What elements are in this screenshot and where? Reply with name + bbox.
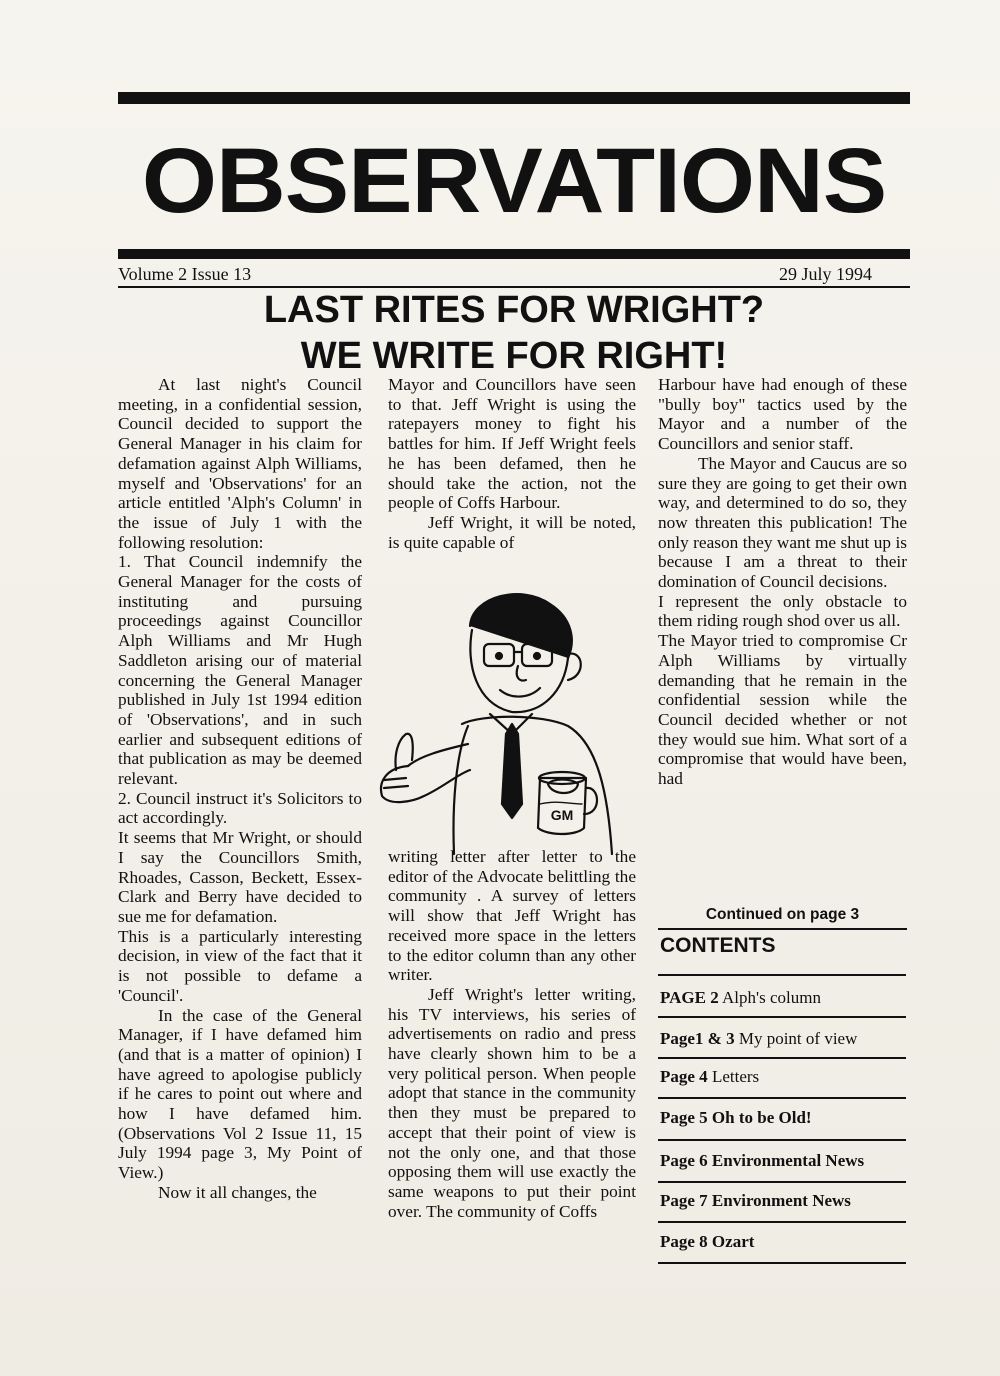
contents-item[interactable]: Page 4 Letters xyxy=(660,1067,760,1086)
cartoon-badge: GM xyxy=(550,807,574,823)
paragraph: At last night's Council meeting, in a confidential session, Council decided to support the General Manager in his claim for defamation against Alph Williams, myself and 'Observations' for an article entitled 'Alph's Column' in the issue of July 1 with the following resolution: xyxy=(118,375,362,552)
paragraph: 1. That Council indemnify the General Manager for the costs of instituting and pursuing proceedings against Councillor Alph Williams and Mr Hugh Saddleton arising our of material concerning the General Manager published in July 1st 1994 edition of 'Observations', and in such earlier and subsequent editions of that publication as may be deemed relevant. xyxy=(118,552,362,789)
paragraph: Jeff Wright, it will be noted, is quite capable of xyxy=(388,512,636,552)
contents-divider xyxy=(658,1262,906,1264)
paragraph: It seems that Mr Wright, or should I say the Councillors Smith, Rhoades, Casson, Beckett, Essex-Clark and Berry have decided to sue me for defamation. xyxy=(118,828,362,926)
paragraph: This is a particularly interesting decision, in view of the fact that it is not possible to defame a 'Council'. xyxy=(118,926,362,1005)
continued-note: Continued on page 3 xyxy=(705,906,860,923)
contents-item[interactable]: Page 8 Ozart xyxy=(660,1232,755,1251)
headline-line-1: LAST RITES FOR WRIGHT? xyxy=(263,289,765,331)
contents-title: CONTENTS xyxy=(660,934,776,957)
article-column-2-top xyxy=(388,375,636,552)
article-column-1 xyxy=(118,375,362,1203)
contents-item[interactable]: Page 6 Environmental News xyxy=(660,1151,865,1170)
paragraph: 2. Council instruct it's Solicitors to act accordingly. xyxy=(118,788,362,828)
contents-item[interactable]: Page 7 Environment News xyxy=(660,1191,851,1210)
headline-line-2: WE WRITE FOR RIGHT! xyxy=(300,335,728,377)
contents-item[interactable]: PAGE 2 Alph's column xyxy=(660,988,821,1007)
article-column-3 xyxy=(658,375,907,789)
contents-divider xyxy=(658,1139,906,1141)
contents-divider xyxy=(658,1016,906,1018)
contents-divider xyxy=(658,1221,906,1223)
volume-issue: Volume 2 Issue 13 xyxy=(118,264,252,284)
paragraph: Mayor and Councillors have seen to that. Jeff Wright is using the ratepayers money to fight his battles for him. If Jeff Wright feels he has been defamed, then he should take the action, not the people of Coffs Harbour. xyxy=(388,375,636,513)
paragraph: The Mayor and Caucus are so sure they are going to get their own way, and determined to do so, they now threaten this publication! The only reason they want me shut up is because I am a threat to their domination of Council decisions. xyxy=(658,453,907,592)
paragraph: Harbour have had enough of these "bully boy" tactics used by the Mayor and a number of the Councillors and senior staff. xyxy=(658,375,907,454)
contents-divider xyxy=(658,1097,906,1099)
contents-divider xyxy=(658,1057,906,1059)
paragraph: writing letter after letter to the editor of the Advocate belittling the community . A survey of letters will show that Jeff Wright has received more space in the letters to the editor column than any other writer. xyxy=(388,847,636,985)
masthead-top-rule xyxy=(118,92,910,104)
paragraph: Jeff Wright's letter writing, his TV interviews, his series of advertisements on radio and press have clearly shown him to be a very political person. When people adopt that stance in the community then they must be prepared to accept that their point of view is not the only one, and that those opposing them will use exactly the same weapons to put their point over. The community of Coffs xyxy=(388,984,636,1221)
contents-item[interactable]: Page 5 Oh to be Old! xyxy=(660,1108,812,1127)
masthead-title: OBSERVATIONS xyxy=(141,130,887,232)
paragraph: The Mayor tried to compromise Cr Alph Williams by virtually demanding that he remain in the confidential session while the Council decided whether or not they would sue him. What sort of a compromise that would have been, had xyxy=(658,631,907,789)
masthead-bottom-rule xyxy=(118,249,910,259)
contents-item[interactable]: Page1 & 3 My point of view xyxy=(660,1029,858,1048)
contents-divider xyxy=(658,974,906,976)
issue-date: 29 July 1994 xyxy=(778,264,872,284)
contents-top-rule xyxy=(658,928,907,930)
contents-divider xyxy=(658,1181,906,1183)
article-column-2-bottom xyxy=(388,847,636,1221)
general-manager-cartoon xyxy=(372,574,647,856)
paragraph: I represent the only obstacle to them riding rough shod over us all. xyxy=(658,591,907,631)
paragraph: In the case of the General Manager, if I have defamed him (and that is a matter of opinion) I have agreed to apologise publicly if he cares to point out where and how I have defamed him. (Observations Vol 2 Issue 11, 15 July 1994 page 3, My Point of View.) xyxy=(118,1005,362,1183)
paragraph: Now it all changes, the xyxy=(158,1182,317,1202)
